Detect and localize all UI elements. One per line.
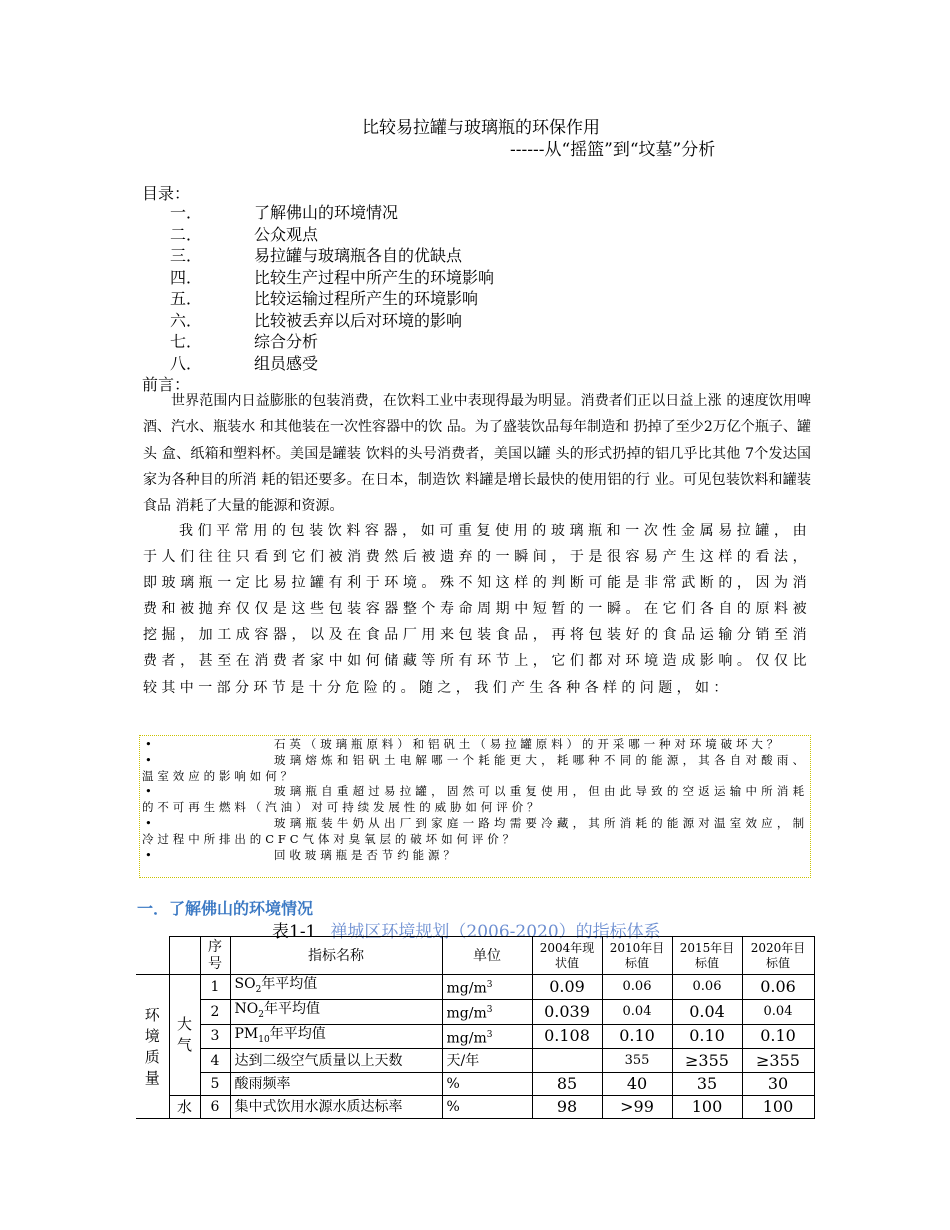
header-2015: 2015年目标值 <box>672 937 742 975</box>
toc-item-text: 易拉罐与玻璃瓶各自的优缺点 <box>254 246 463 265</box>
toc-item-text: 比较运输过程所产生的环境影响 <box>254 289 479 308</box>
preface-paragraph: 我们平常用的包装饮料容器，如可重复使用的玻璃瓶和一次性金属易拉罐，由于人们往往只看到它们被消费然后被遗弃的一瞬间，于是很容易产生这样的看法，即玻璃瓶一定比易拉罐有利于环境。殊不知这样的判断可能是非常武断的，因为消费和被抛弃仅仅是这些包装容器整个寿命周期中短暂的一瞬。在它们各自的原料被挖掘，加工成容器，以及在食品厂用来包装食品，再将包装好的食品运输分销至消费者，甚至在消费者家中如何储藏等所有环节上，它们都对环境造成影响。仅仅比较其中一部分环节是十分危险的。随之，我们产生各种各样的问题，如： <box>143 523 811 696</box>
cell-name: $NO_2$年平均值 <box>230 999 442 1024</box>
toc-item <box>170 310 494 332</box>
subgroup-water: 水 <box>169 1095 200 1118</box>
cell-name: $SO_2$年平均值 <box>230 975 442 1000</box>
question-item <box>142 753 808 785</box>
document-title: 比较易拉罐与玻璃瓶的环保作用 <box>362 118 600 138</box>
cell-2020: 100 <box>742 1095 814 1118</box>
question-text: 石英（玻璃瓶原料）和铝矾土（易拉罐原料）的开采哪一种对环境破坏大？ <box>274 737 783 751</box>
cell-seq: 5 <box>200 1072 230 1095</box>
toc-item-number: 七． <box>170 332 203 351</box>
question-text: 玻璃瓶自重超过易拉罐，固然可以重复使用，但由此导致的空返运输中所消耗的不可再生燃料（汽油）对可持续发展性的威胁如何评价？ <box>142 784 808 815</box>
toc-item-number: 六． <box>170 310 203 330</box>
indicator-table <box>136 936 815 1119</box>
toc-item <box>170 245 494 267</box>
toc-item-text: 公众观点 <box>254 224 319 244</box>
toc-item <box>170 267 494 289</box>
cell-2010: 0.06 <box>602 975 672 1000</box>
cell-2004: 0.09 <box>532 975 602 1000</box>
cell-2010: 0.04 <box>602 999 672 1024</box>
toc-item-number: 三． <box>170 246 203 265</box>
toc-item <box>170 288 494 310</box>
cell-seq: 1 <box>200 975 230 1000</box>
cell-2015: 100 <box>672 1095 742 1118</box>
table-caption-number: 表1-1 <box>272 922 317 942</box>
header-unit: 单位 <box>442 937 532 975</box>
cell-2015: ≥355 <box>672 1049 742 1072</box>
toc-item <box>170 353 494 375</box>
toc-item-number: 四． <box>170 267 203 287</box>
cell-name: 酸雨频率 <box>230 1072 442 1095</box>
question-item <box>142 848 808 864</box>
table-caption-title: 禅城区环境规划（2006-2020）的指标体系 <box>330 922 661 942</box>
preface-paragraph: 世界范围内日益膨胀的包装消费，在饮料工业中表现得最为明显。消费者们正以日益上涨 的速度饮用啤酒、汽水、瓶装水 和其他装在一次性容器中的饮 品。为了盛装饮品每年制造和 扔掉了至少2万亿个瓶子、罐头 盒、纸箱和塑料杯。美国是罐装 饮料的头号消费者，美国以罐 头的形式扔掉的铝几乎比其他 7个发达国家为各种目的所消 耗的铝还要多。在日本，制造饮 料罐是增长最快的使用铝的行 业。可见包装饮料和罐装食品 消耗了大量的能源和资源。 <box>143 393 811 515</box>
cell-unit: % <box>442 1072 532 1095</box>
question-item <box>142 784 808 816</box>
preface-label: 前言： <box>142 375 191 394</box>
cell-2010: 355 <box>602 1049 672 1072</box>
cell-2020: 0.04 <box>742 999 814 1024</box>
toc-item <box>170 224 494 246</box>
question-list-box <box>139 735 811 878</box>
cell-2010: 40 <box>602 1072 672 1095</box>
toc-item-number: 一． <box>170 203 203 222</box>
table-header-row <box>136 937 814 975</box>
bullet-icon: • <box>145 815 156 830</box>
header-2004: 2004年现状值 <box>532 937 602 975</box>
table-row <box>136 1072 814 1095</box>
table-row <box>136 1095 814 1118</box>
bullet-icon: • <box>145 847 156 862</box>
bullet-icon: • <box>145 752 156 767</box>
group-label: 环境质量 <box>136 975 169 1119</box>
toc-item-text: 组员感受 <box>254 353 319 373</box>
bullet-icon: • <box>145 784 156 799</box>
toc-item-text: 比较被丢弃以后对环境的影响 <box>254 310 463 330</box>
cell-2015: 35 <box>672 1072 742 1095</box>
toc-item <box>170 331 494 353</box>
table-row <box>136 1049 814 1072</box>
document-subtitle: ------从“摇篮”到“坟墓”分析 <box>510 140 716 160</box>
cell-2020: 30 <box>742 1072 814 1095</box>
cell-unit: 天/年 <box>442 1049 532 1072</box>
table-of-contents <box>170 202 494 374</box>
cell-2020: 0.06 <box>742 975 814 1000</box>
cell-2004 <box>532 1049 602 1072</box>
toc-item <box>170 202 494 224</box>
cell-2015: 0.06 <box>672 975 742 1000</box>
toc-item-text: 比较生产过程中所产生的环境影响 <box>254 267 495 287</box>
header-2020: 2020年目标值 <box>742 937 814 975</box>
cell-2015: 0.04 <box>672 999 742 1024</box>
table-row <box>136 975 814 1000</box>
cell-seq: 2 <box>200 999 230 1024</box>
cell-unit: $mg/m^3$ <box>442 1024 532 1049</box>
question-item <box>142 737 808 753</box>
header-2010: 2010年目标值 <box>602 937 672 975</box>
toc-item-number: 二． <box>170 224 203 244</box>
cell-seq: 4 <box>200 1049 230 1072</box>
cell-name: $PM_{10}$年平均值 <box>230 1024 442 1049</box>
cell-2020: 0.10 <box>742 1024 814 1049</box>
question-text: 玻璃瓶装牛奶从出厂到家庭一路均需要冷藏，其所消耗的能源对温室效应，制冷过程中所排出的CFC气体对臭氧层的破坏如何评价？ <box>142 815 808 846</box>
cell-seq: 3 <box>200 1024 230 1049</box>
cell-seq: 6 <box>200 1095 230 1118</box>
cell-2004: 85 <box>532 1072 602 1095</box>
cell-name: 集中式饮用水源水质达标率 <box>230 1095 442 1118</box>
question-text: 玻璃熔炼和铝矾土电解哪一个耗能更大，耗哪种不同的能源，其各自对酸雨、温室效应的影响如何？ <box>142 752 808 783</box>
bullet-icon: • <box>145 737 156 751</box>
header-name: 指标名称 <box>230 937 442 975</box>
header-seq: 序号 <box>200 937 230 975</box>
cell-2010: 0.10 <box>602 1024 672 1049</box>
cell-unit: $mg/m^3$ <box>442 999 532 1024</box>
question-item <box>142 816 808 848</box>
table-row <box>136 999 814 1024</box>
cell-2010: >99 <box>602 1095 672 1118</box>
table-row <box>136 1024 814 1049</box>
subgroup-air: 大气 <box>169 975 200 1096</box>
toc-item-number: 五． <box>170 289 203 308</box>
cell-unit: $mg/m^3$ <box>442 975 532 1000</box>
toc-item-text: 综合分析 <box>254 332 319 351</box>
cell-2004: 98 <box>532 1095 602 1118</box>
cell-name: 达到二级空气质量以上天数 <box>230 1049 442 1072</box>
toc-item-text: 了解佛山的环境情况 <box>254 203 399 222</box>
cell-2004: 0.039 <box>532 999 602 1024</box>
toc-item-number: 八． <box>170 353 203 373</box>
toc-label: 目录： <box>142 184 191 203</box>
cell-2020: ≥355 <box>742 1049 814 1072</box>
section-heading: 一．了解佛山的环境情况 <box>137 899 314 918</box>
cell-unit: % <box>442 1095 532 1118</box>
cell-2015: 0.10 <box>672 1024 742 1049</box>
question-text: 回收玻璃瓶是否节约能源？ <box>274 847 459 862</box>
cell-2004: 0.108 <box>532 1024 602 1049</box>
